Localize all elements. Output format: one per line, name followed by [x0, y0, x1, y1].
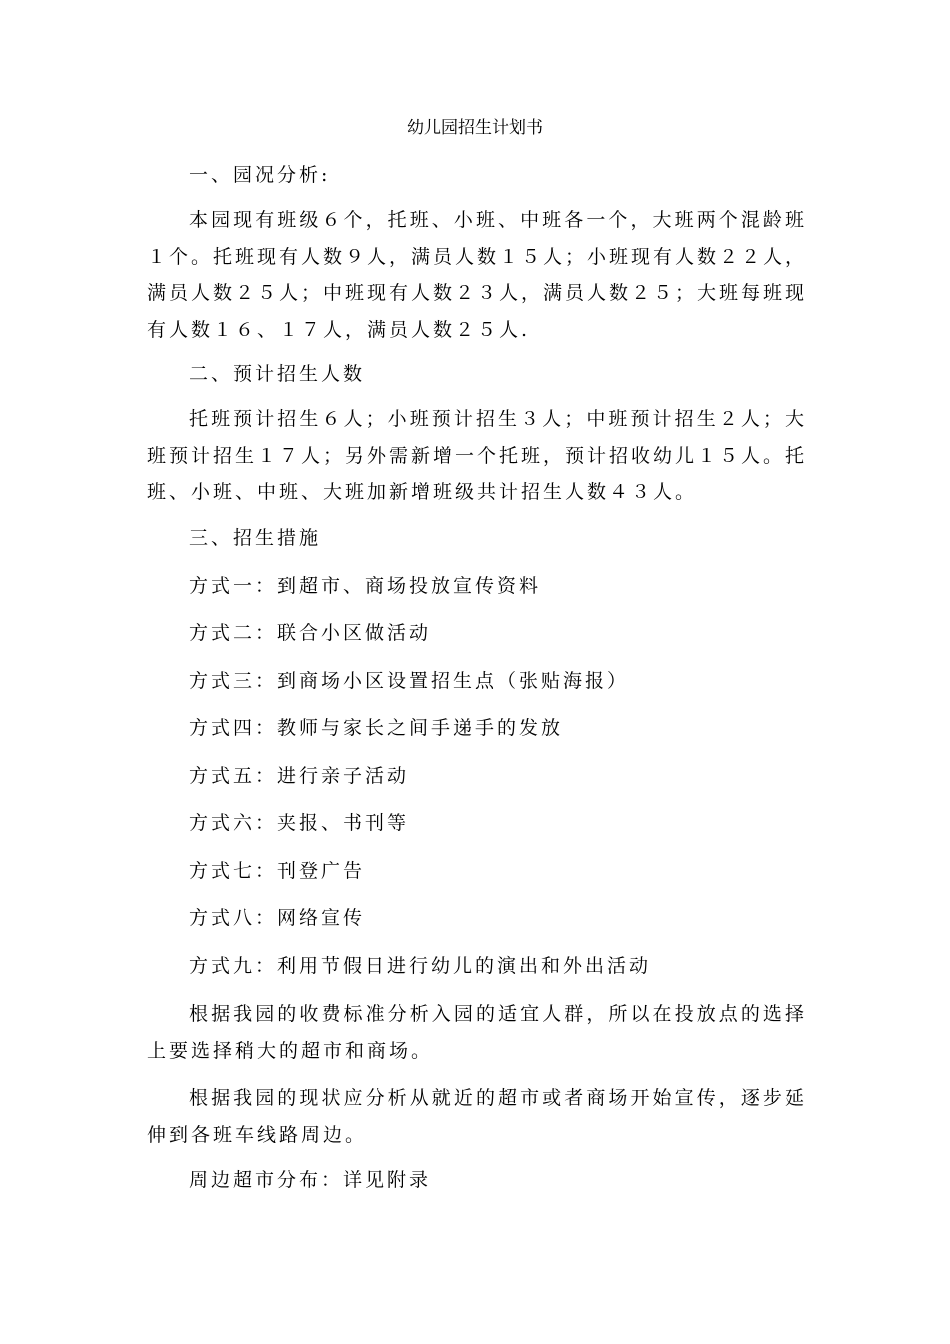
paragraph-appendix-note: 周边超市分布：详见附录 [189, 1169, 432, 1191]
method-item: 方式五：进行亲子活动 [189, 765, 410, 787]
section-heading-enrollment: 二、预计招生人数 [189, 363, 366, 385]
method-item: 方式三：到商场小区设置招生点（张贴海报） [189, 670, 630, 692]
section-heading-analysis: 一、园况分析: [189, 164, 331, 186]
method-item: 方式二：联合小区做活动 [189, 622, 432, 644]
method-item: 方式一：到超市、商场投放宣传资料 [189, 575, 542, 597]
document-title: 幼儿园招生计划书 [407, 118, 543, 138]
method-item: 方式六：夹报、书刊等 [189, 812, 410, 834]
method-item: 方式九：利用节假日进行幼儿的演出和外出活动 [189, 955, 652, 977]
method-item: 方式七：刊登广告 [189, 860, 366, 882]
method-item: 方式四：教师与家长之间手递手的发放 [189, 717, 564, 739]
paragraph-nearby-promotion: 根据我园的现状应分析从就近的超市或者商场开始宣传，逐步延伸到各班车线路周边。 [147, 1087, 807, 1146]
paragraph-enrollment: 托班预计招生６人；小班预计招生３人；中班预计招生２人；大班预计招生１７人；另外需新增一个托班，预计招收幼儿１５人。托班、小班、中班、大班加新增班级共计招生人数４３人。 [147, 408, 808, 503]
section-heading-measures: 三、招生措施 [189, 527, 322, 549]
paragraph-target-audience: 根据我园的收费标准分析入园的适宜人群，所以在投放点的选择上要选择稍大的超市和商场。 [147, 1003, 807, 1062]
paragraph-analysis: 本园现有班级６个，托班、小班、中班各一个，大班两个混龄班１个。托班现有人数９人，满员人数１５人；小班现有人数２２人，满员人数２５人；中班现有人数２３人，满员人数２５；大班每班现有人数１６、１７人，满员人数２５人. [147, 209, 808, 341]
method-item: 方式八：网络宣传 [189, 907, 366, 929]
